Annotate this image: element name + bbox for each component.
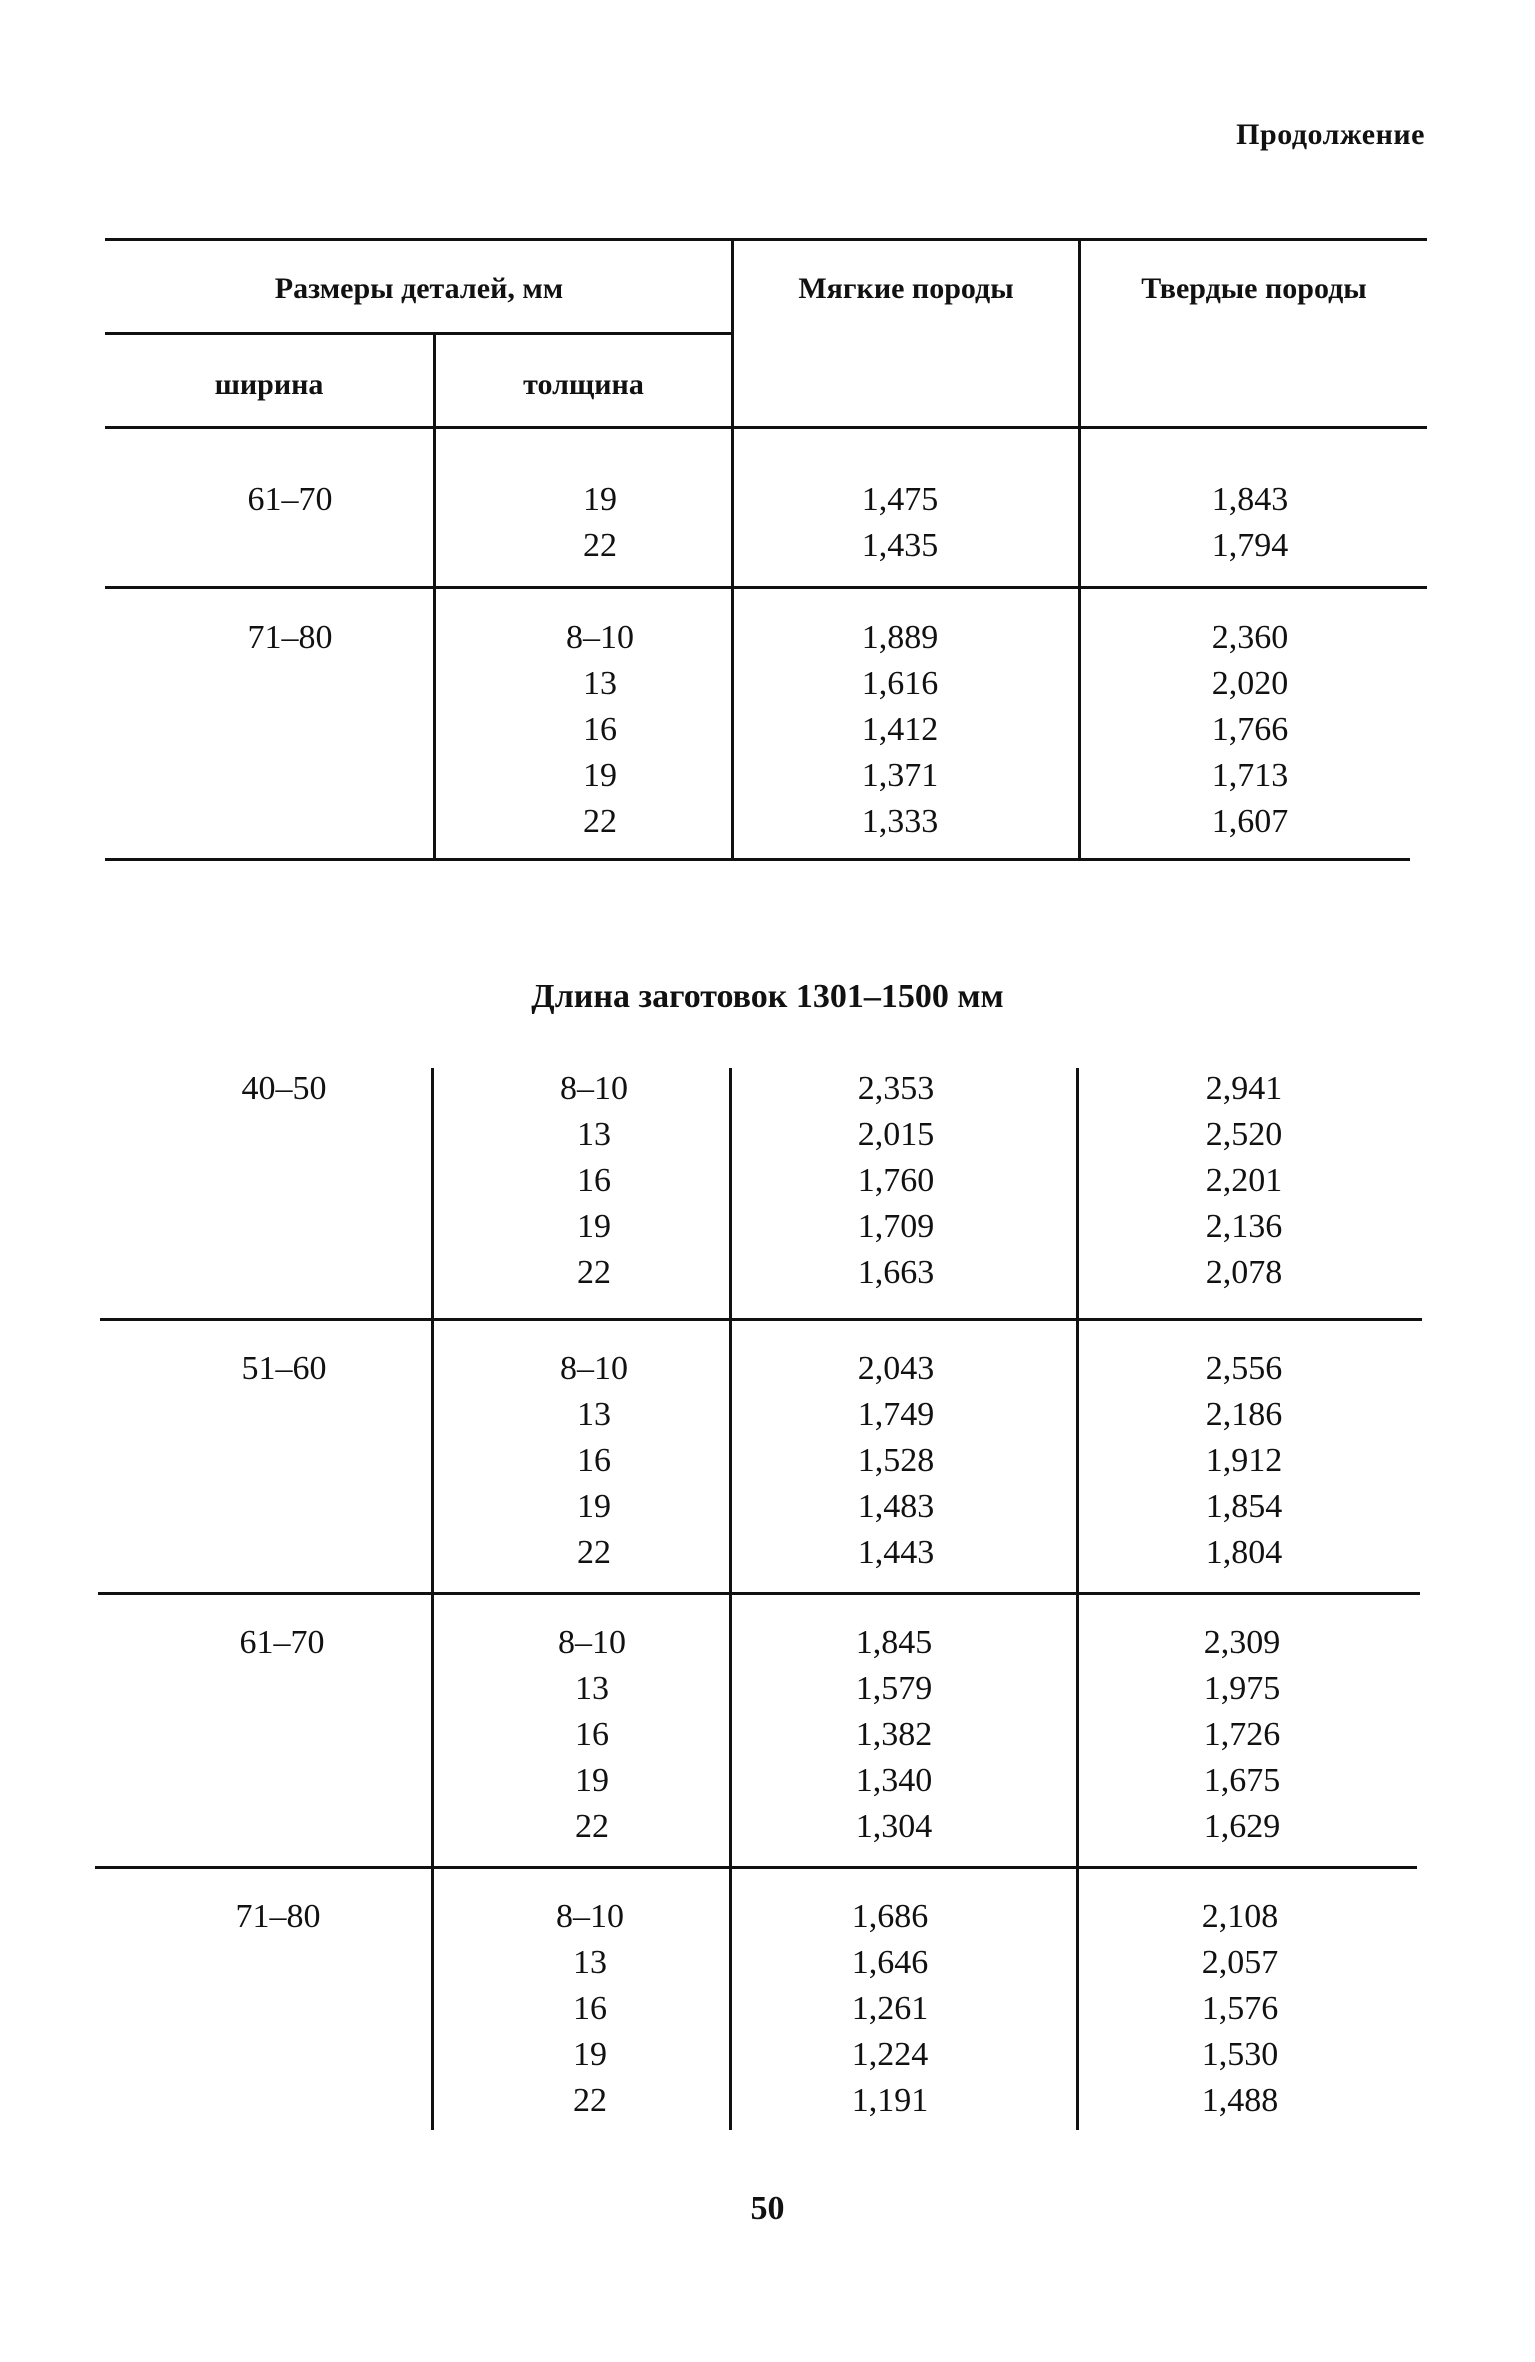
hard-value-cell: 2,556 2,186 1,912 1,854 1,804: [1205, 1350, 1283, 1571]
soft-value-cell: 2,353 2,015 1,760 1,709 1,663: [857, 1070, 935, 1291]
soft-value-cell: 1,686 1,646 1,261 1,224 1,191: [851, 1898, 929, 2119]
soft-value-cell: 1,889 1,616 1,412 1,371 1,333: [861, 619, 939, 840]
width-cell: 71–80: [247, 619, 333, 656]
group-divider: [100, 1318, 1422, 1321]
width-cell: 61–70: [247, 481, 333, 518]
col-divider-soft: [1076, 1068, 1079, 2130]
width-cell: 40–50: [241, 1070, 327, 1107]
header-soft-woods: Мягкие породы: [798, 272, 1014, 305]
soft-value-cell: 1,845 1,579 1,382 1,340 1,304: [855, 1624, 933, 1845]
width-cell: 61–70: [239, 1624, 325, 1661]
width-cell: 71–80: [235, 1898, 321, 1935]
col-divider-width: [431, 1068, 434, 2130]
group-divider: [95, 1866, 1417, 1869]
table-top-rule: [105, 238, 1427, 241]
group-divider: [98, 1592, 1420, 1595]
continuation-label: Продолжение: [1236, 118, 1425, 151]
thickness-cell: 8–10 13 16 19 22: [558, 1624, 626, 1845]
thickness-cell: 8–10 13 16 19 22: [560, 1350, 628, 1571]
hard-value-cell: 2,309 1,975 1,726 1,675 1,629: [1203, 1624, 1281, 1845]
header-width: ширина: [214, 368, 324, 401]
hard-value-cell: 1,843 1,794: [1211, 481, 1289, 564]
col-divider-soft: [1078, 238, 1081, 858]
thickness-cell: 8–10 13 16 19 22: [556, 1898, 624, 2119]
header-sub-rule: [105, 332, 733, 335]
soft-value-cell: 1,475 1,435: [861, 481, 939, 564]
header-thickness: толщина: [523, 368, 644, 401]
group-divider: [105, 586, 1427, 589]
width-cell: 51–60: [241, 1350, 327, 1387]
page-number: 50: [750, 2190, 785, 2227]
soft-value-cell: 2,043 1,749 1,528 1,483 1,443: [857, 1350, 935, 1571]
thickness-cell: 8–10 13 16 19 22: [566, 619, 634, 840]
thickness-cell: 8–10 13 16 19 22: [560, 1070, 628, 1291]
header-dimensions: Размеры деталей, мм: [274, 272, 564, 305]
col-divider-width: [433, 334, 436, 858]
table-bottom-rule: [105, 858, 1410, 861]
hard-value-cell: 2,360 2,020 1,766 1,713 1,607: [1211, 619, 1289, 840]
col-divider-thickness: [731, 238, 734, 858]
header-bottom-rule: [105, 426, 1427, 429]
hard-value-cell: 2,108 2,057 1,576 1,530 1,488: [1201, 1898, 1279, 2119]
hard-value-cell: 2,941 2,520 2,201 2,136 2,078: [1205, 1070, 1283, 1291]
header-hard-woods: Твердые породы: [1141, 272, 1367, 305]
thickness-cell: 19 22: [583, 481, 617, 564]
col-divider-thickness: [729, 1068, 732, 2130]
section-caption: Длина заготовок 1301–1500 мм: [531, 978, 1004, 1015]
